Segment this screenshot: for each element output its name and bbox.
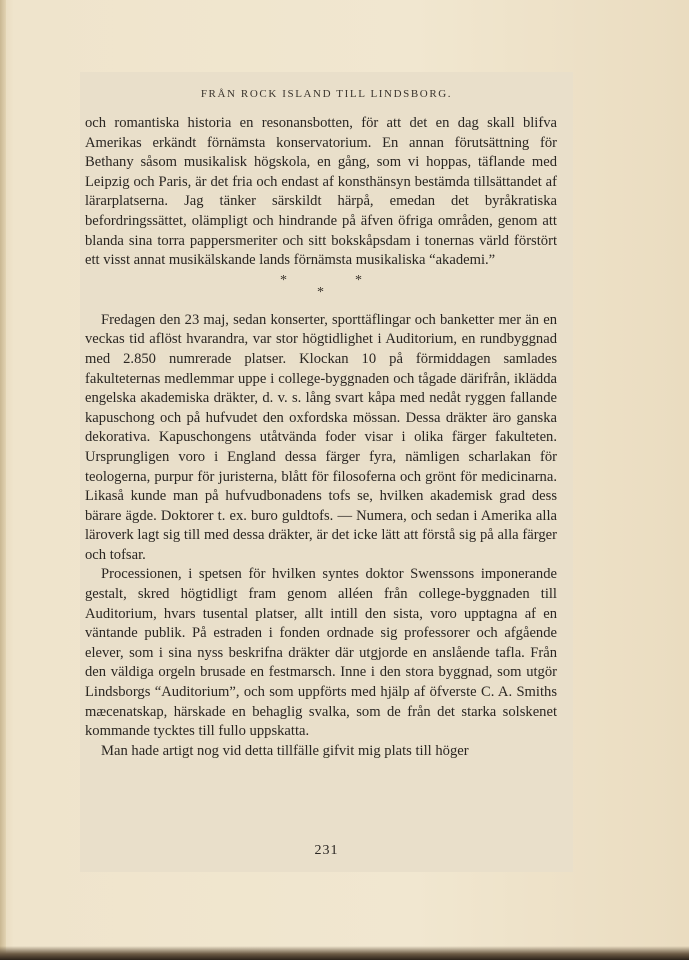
page-bottom-edge xyxy=(0,946,689,960)
page-number: 231 xyxy=(314,843,339,858)
page-gutter-edge xyxy=(0,0,6,960)
paragraph-final: Man hade artigt nog vid detta tillfälle gifvit mig plats till höger xyxy=(101,742,469,759)
separator-star: * xyxy=(355,272,362,288)
body-text xyxy=(85,114,557,761)
running-title: FRÅN ROCK ISLAND TILL LINDSBORG. xyxy=(200,88,453,100)
section-separator xyxy=(85,271,557,311)
paragraph-procession: Processionen, i spetsen för hvilken syntes doktor Swenssons imponerande gestalt, skred högtidligt fram genom alléen från college-byggnaden till Auditorium, hvars tusental platser, allt intill den sista, voro upptagna af en väntande publik. På estraden i fonden ordnade sig professorer och afgående elever, som i sina nyss beskrifna dräkter där utgjorde en anslående tafla. Från den väldiga orgeln brusade en festmarsch. Inne i den stora byggnad, som utgör Lindsborgs “Auditorium”, och som uppförts med hjälp af öfverste C. A. Smiths mæcenatskap, härskade en behaglig svalka, som de från det starka solskenet kommande tycktes till fullo uppskatta. xyxy=(85,566,557,740)
separator-star: * xyxy=(317,284,324,300)
paragraph-ceremony: Fredagen den 23 maj, sedan konserter, sporttäflingar och banketter mer än en veckas tid aflöst hvarandra, var stor högtidlighet i Auditorium, en rundbyggnad med 2.850 numrerade platser. Klockan 10 på förmiddagen samlades fakulteternas medlemmar uppe i college-byggnaden och tågade därifrån, iklädda engelska akademiska dräkter, d. v. s. lång svart kåpa med nedåt ryggen fallande kapuschong och på hufvudet den oxfordska mössan. Dessa dräkter äro ganska dekorativa. Kapuschongens utåtvända foder visar i olika färger fakulteten. Ursprungligen voro i England dessa färger fyra, nämligen scharlakan för teologerna, purpur för juristerna, blått för filosoferna och grönt för medicinarna. Likaså kunde man på hufvudbonadens tofs se, hvilken akademisk grad dess bärare ägde. Doktorer t. ex. buro guldtofs. — Numera, och sedan i Amerika alla läroverk lagt sig till med dessa dräkter, är det icke lätt att förstå sig på alla färger och tofsar. xyxy=(85,311,557,563)
separator-star: * xyxy=(280,272,287,288)
paragraph-continuation: och romantiska historia en resonansbotten, för att det en dag skall blifva Amerikas erkändt förnämsta konservatorium. En annan förutsättning för Bethany såsom musikalisk högskola, en gång, som vi hoppas, täflande med Leipzig och Paris, är det fria och endast af konsthänsyn bestämda tillsättandet af lärarplatserna. Jag tänker särskildt härpå, emedan det byråkratiska befordringssättet, olämpligt och hindrande på äfven öfriga områden, genom att blanda sina torra pappersmeriter och sitt bokskåpsdam i tonernas värld förstört ett visst annat musikälskande lands förnämsta musikaliska “akademi.” xyxy=(85,115,557,269)
